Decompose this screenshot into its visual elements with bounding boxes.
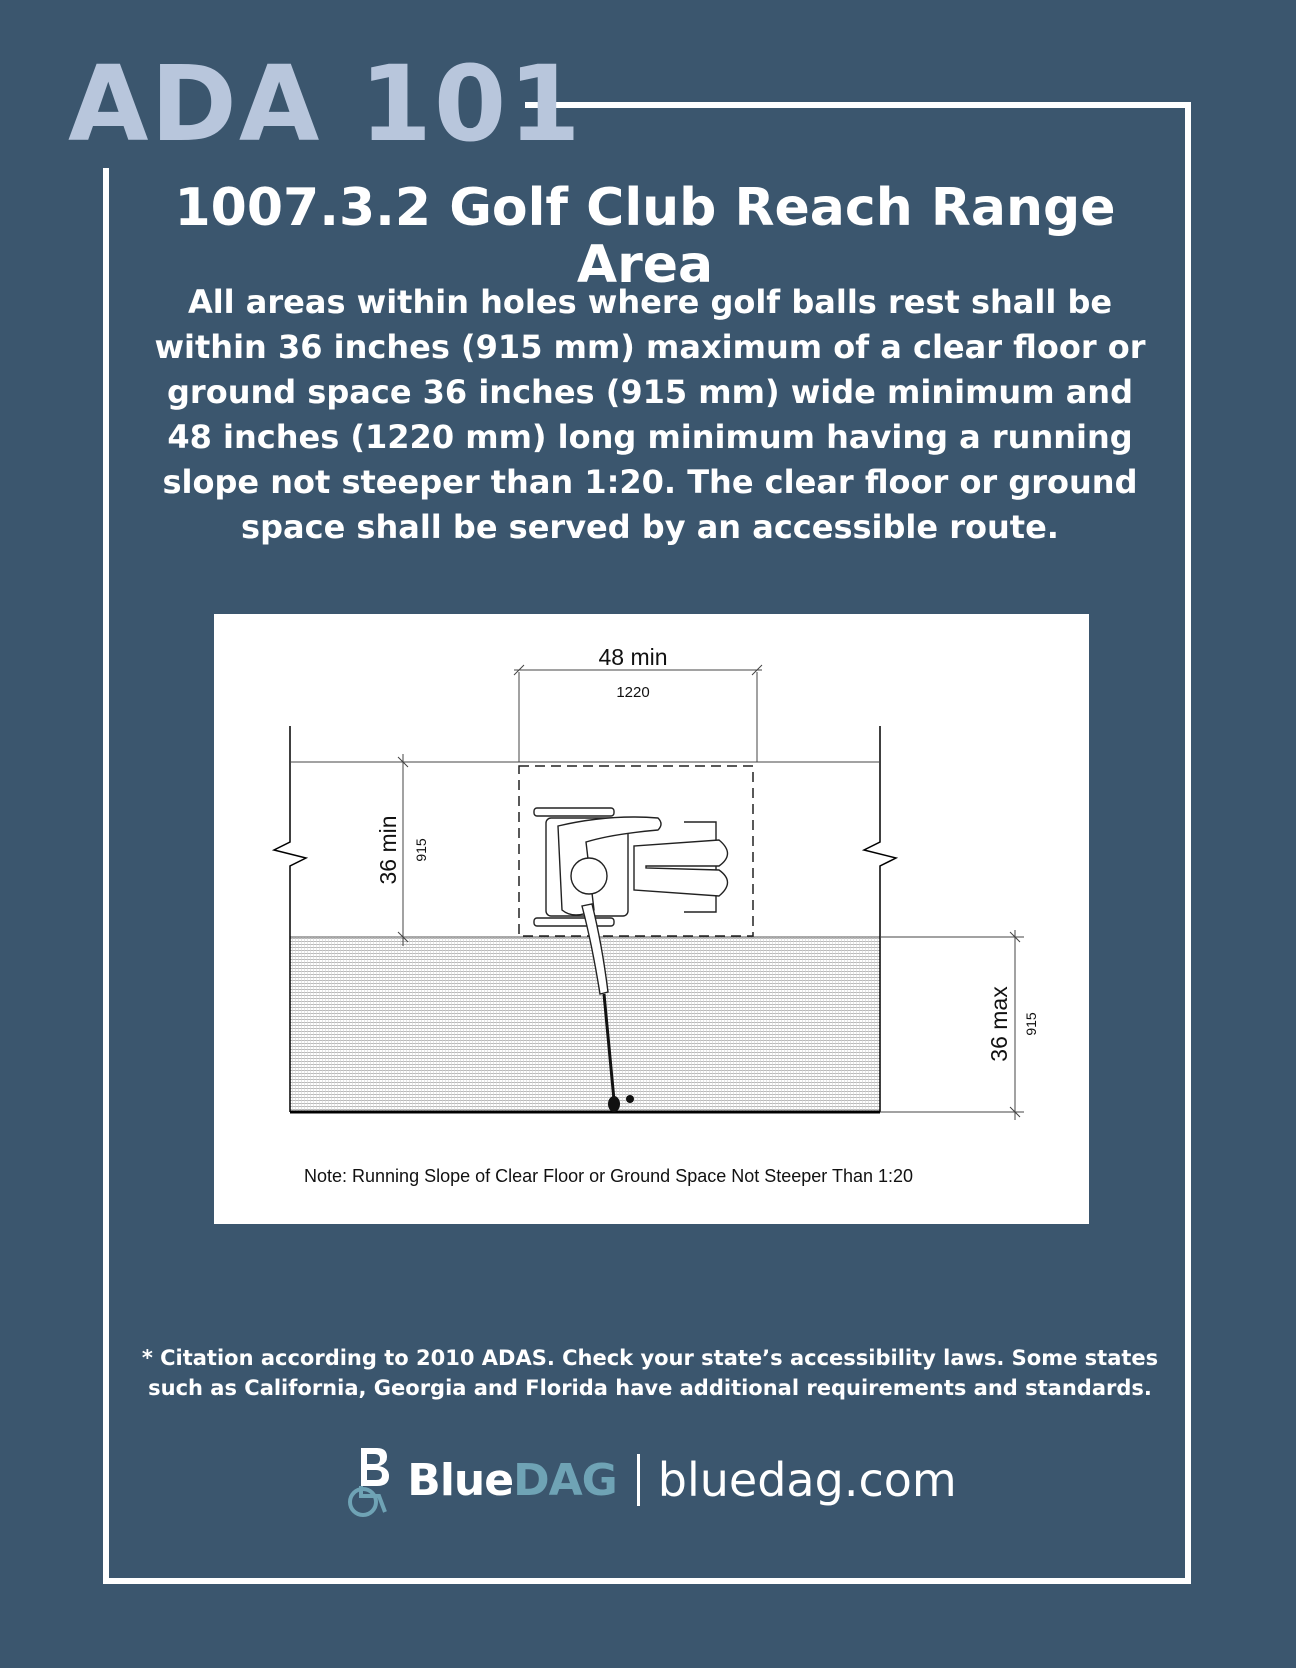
golf-ball bbox=[626, 1095, 634, 1103]
golf-club-head bbox=[608, 1096, 620, 1112]
frame-line-top bbox=[525, 102, 1191, 108]
logo-text-blue: Blue bbox=[407, 1454, 514, 1506]
footer-separator bbox=[637, 1454, 640, 1506]
frame-line-right bbox=[1185, 102, 1191, 1584]
bluedag-wheelchair-logo-icon bbox=[339, 1442, 401, 1518]
wheelchair-wheel-bottom bbox=[534, 918, 614, 926]
figure-note: Note: Running Slope of Clear Floor or Ground Space Not Steeper Than 1:20 bbox=[304, 1166, 914, 1186]
dim-width-metric: 1220 bbox=[616, 684, 650, 701]
reach-range-diagram bbox=[214, 614, 1089, 1224]
wheelchair-wheel-top bbox=[534, 808, 614, 816]
citation-note: * Citation according to 2010 ADAS. Check your state’s accessibility laws. Some states such as California, Georgia and Florida have additional requirements and standards. bbox=[141, 1346, 1159, 1400]
dim-reach-metric: 915 bbox=[1023, 1012, 1039, 1036]
putting-area bbox=[290, 937, 880, 1113]
dim-reach-label: 36 max bbox=[986, 986, 1012, 1062]
frame-line-bottom bbox=[103, 1578, 1191, 1584]
logo-text-dag: DAG bbox=[513, 1454, 617, 1506]
dim-width-label: 48 min bbox=[598, 644, 668, 670]
reach-range-figure bbox=[214, 614, 1089, 1224]
wheelchair-footrest bbox=[684, 822, 716, 912]
footer-url[interactable]: bluedag.com bbox=[657, 1453, 957, 1507]
section-title: 1007.3.2 Golf Club Reach Range Area bbox=[174, 178, 1116, 296]
brand-title: ADA 101 bbox=[68, 43, 583, 165]
body-paragraph: All areas within holes where golf balls rest shall be within 36 inches (915 mm) maximum of a clear floor or ground space 36 inches (915 mm) wide minimum and 48 inches (1220 mm) long minimum having a running slope not steeper than 1:20. The clear floor or ground space shall be served by an accessible route. bbox=[154, 283, 1146, 546]
dim-depth-label: 36 min bbox=[375, 815, 401, 885]
user-head bbox=[571, 858, 607, 894]
frame-line-left bbox=[103, 168, 109, 1584]
footer-brand bbox=[0, 1440, 1296, 1520]
dim-depth-metric: 915 bbox=[413, 838, 429, 862]
